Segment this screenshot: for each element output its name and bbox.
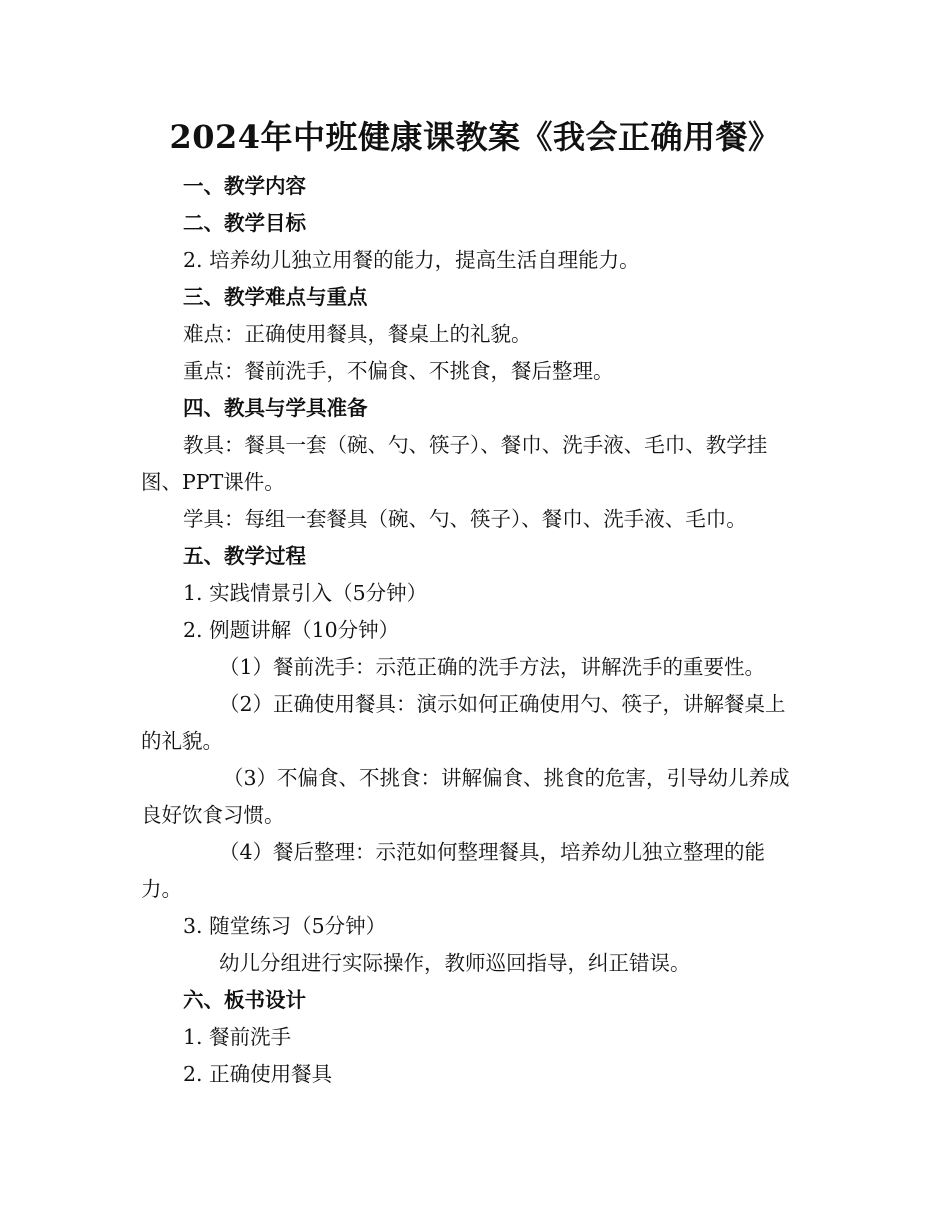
section-heading-content: 一、教学内容 (183, 174, 306, 198)
student-materials-text: 学具：每组一套餐具（碗、勺、筷子）、餐巾、洗手液、毛巾。 (183, 507, 747, 531)
key-point-text: 重点：餐前洗手，不偏食、不挑食，餐后整理。 (183, 359, 614, 383)
goal-item-2: 2. 培养幼儿独立用餐的能力，提高生活自理能力。 (183, 248, 640, 272)
section-heading-process: 五、教学过程 (183, 544, 306, 568)
process-step-1: 1. 实践情景引入（5分钟） (183, 581, 428, 605)
practice-description: 幼儿分组进行实际操作，教师巡回指导，纠正错误。 (219, 951, 691, 975)
process-step-3: 3. 随堂练习（5分钟） (183, 914, 387, 938)
process-step-2: 2. 例题讲解（10分钟） (183, 618, 400, 642)
section-heading-board: 六、板书设计 (183, 988, 306, 1012)
process-substep-4: （4）餐后整理：示范如何整理餐具，培养幼儿独立整理的能力。 (141, 840, 766, 901)
section-heading-difficulties: 三、教学难点与重点 (183, 285, 368, 309)
section-heading-materials: 四、教具与学具准备 (183, 396, 368, 420)
process-substep-2: （2）正确使用餐具：演示如何正确使用勺、筷子，讲解餐桌上的礼貌。 (141, 692, 786, 753)
section-heading-goals: 二、教学目标 (183, 211, 306, 235)
teaching-materials-text: 教具：餐具一套（碗、勺、筷子）、餐巾、洗手液、毛巾、教学挂图、PPT课件。 (141, 433, 768, 494)
document-body (141, 168, 796, 1093)
difficulty-text: 难点：正确使用餐具，餐桌上的礼貌。 (183, 322, 532, 346)
board-item-2: 2. 正确使用餐具 (183, 1062, 333, 1086)
process-substep-3: （3）不偏食、不挑食：讲解偏食、挑食的危害，引导幼儿养成良好饮食习惯。 (141, 766, 790, 827)
process-substep-1: （1）餐前洗手：示范正确的洗手方法，讲解洗手的重要性。 (219, 655, 766, 679)
document-title: 2024年中班健康课教案《我会正确用餐》 (169, 118, 781, 156)
board-item-1: 1. 餐前洗手 (183, 1025, 292, 1049)
